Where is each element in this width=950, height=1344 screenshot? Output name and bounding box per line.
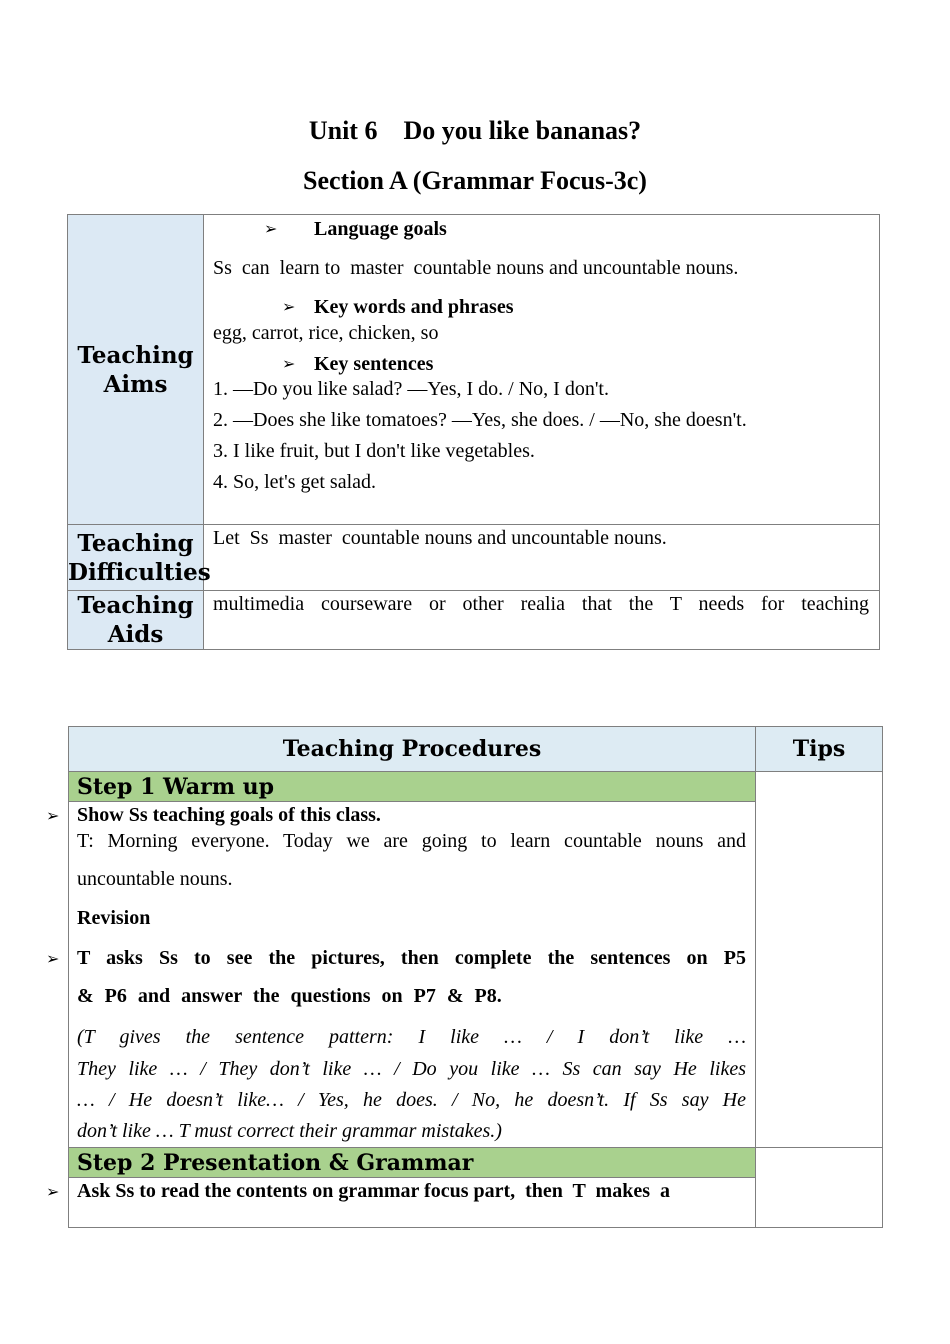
bullet-arrow-icon: ➢ [46, 1182, 60, 1201]
teaching-aids-label: Teaching Aids [68, 591, 204, 650]
teaching-aids-cell [204, 591, 880, 650]
procedures-header: Teaching Procedures [69, 727, 756, 772]
pattern-line: (T gives the sentence pattern: I like … / I don’t like … [77, 1026, 746, 1048]
show-goals-text: Show Ss teaching goals of this class. [77, 804, 381, 826]
pattern-line: They like … / They don’t like … / Do you like … Ss can say He likes [77, 1058, 746, 1080]
bullet-arrow-icon: ➢ [46, 806, 60, 825]
pattern-line: don’t like … T must correct their grammar mistakes.) [77, 1120, 502, 1142]
step2-tips-cell [756, 1148, 883, 1228]
aims-table [67, 214, 880, 650]
key-sentences-heading: Key sentences [314, 353, 434, 375]
key-sentence: 2. —Does she like tomatoes? —Yes, she does. / —No, she doesn't. [213, 409, 747, 431]
teaching-difficulties-label: Teaching Difficulties [68, 525, 204, 591]
key-sentence: 3. I like fruit, but I don't like vegetables. [213, 440, 535, 462]
language-goals-text: Ss can learn to master countable nouns and uncountable nouns. [213, 257, 739, 279]
bullet-arrow-icon: ➢ [46, 949, 60, 968]
tips-header: Tips [756, 727, 883, 772]
procedures-table [68, 726, 883, 1228]
section-title: Section A (Grammar Focus-3c) [303, 166, 647, 195]
teaching-aims-label: Teaching Aims [68, 215, 204, 525]
step2-title: Step 2 Presentation & Grammar [69, 1148, 755, 1178]
ask-line: Ask Ss to read the contents on grammar focus part, then T makes a [77, 1180, 670, 1202]
task-line: T asks Ss to see the pictures, then complete the sentences on P5 [77, 947, 746, 969]
unit-title: Unit 6 Do you like bananas? [308, 116, 642, 145]
step1-title: Step 1 Warm up [69, 772, 755, 802]
bullet-arrow-icon: ➢ [264, 219, 278, 238]
teaching-difficulties-cell [204, 525, 880, 591]
step1-cell [69, 772, 756, 1148]
step2-cell [69, 1148, 756, 1228]
task-line: & P6 and answer the questions on P7 & P8. [77, 985, 502, 1007]
key-sentence: 4. So, let's get salad. [213, 471, 377, 493]
teaching-aids-text: multimedia courseware or other realia that the T needs for teaching [213, 593, 869, 615]
teaching-difficulties-text: Let Ss master countable nouns and uncountable nouns. [213, 527, 667, 549]
key-words-text: egg, carrot, rice, chicken, so [213, 322, 439, 344]
bullet-arrow-icon: ➢ [282, 297, 296, 316]
pattern-line: … / He doesn’t like… / Yes, he does. / No, he doesn’t. If Ss say He [77, 1089, 746, 1111]
key-sentence: 1. —Do you like salad? —Yes, I do. / No, I don't. [213, 378, 609, 400]
teaching-aims-cell [204, 215, 880, 525]
revision-heading: Revision [77, 907, 151, 929]
key-words-heading: Key words and phrases [314, 296, 514, 318]
step1-tips-cell [756, 772, 883, 1148]
teacher-line: uncountable nouns. [77, 868, 233, 890]
bullet-arrow-icon: ➢ [282, 354, 296, 373]
language-goals-heading: Language goals [314, 218, 447, 240]
teacher-line: T: Morning everyone. Today we are going to learn countable nouns and [77, 830, 746, 852]
